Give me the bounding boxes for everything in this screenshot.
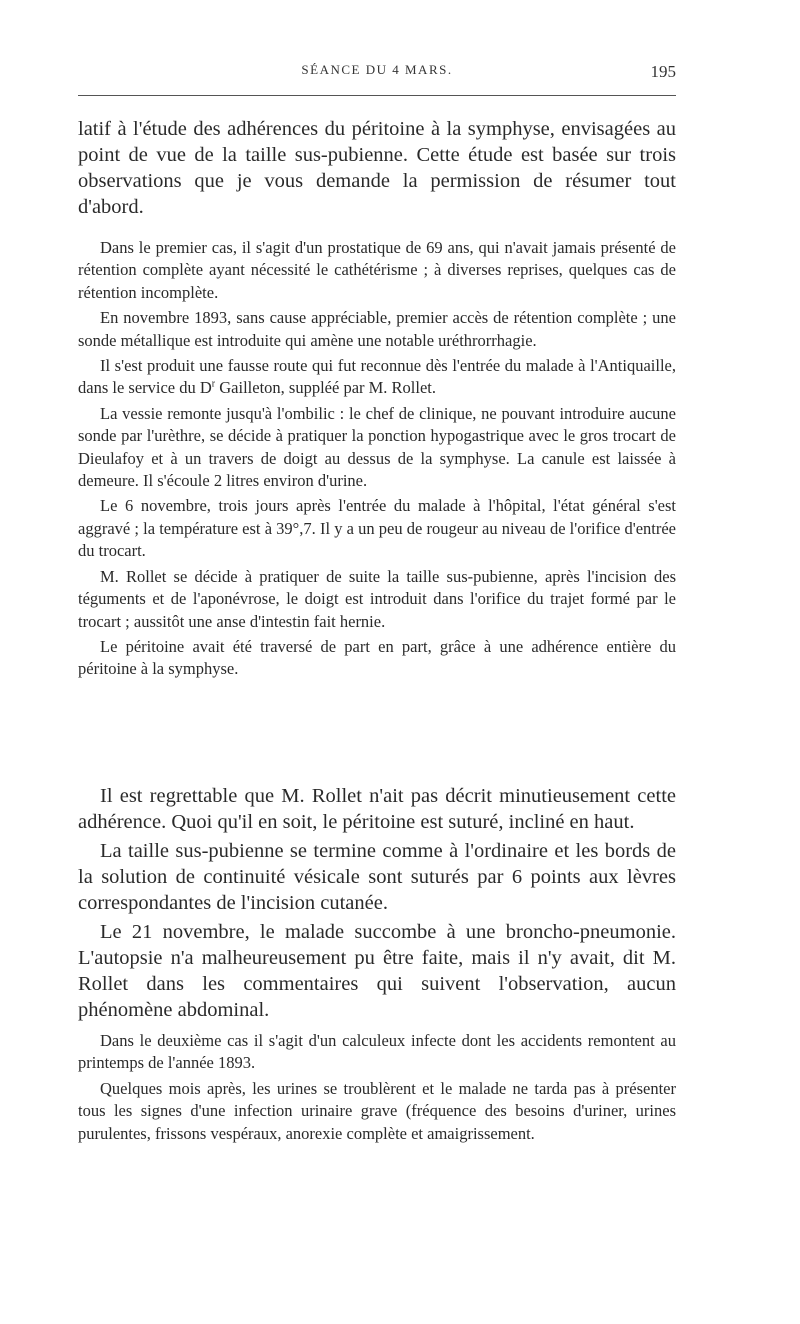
case-two-observation [78, 1030, 676, 1145]
observation-text: Il s'est produit une fausse route qui fut reconnue dès l'entrée du malade à l'Antiquaille, dans le service du D [78, 356, 676, 398]
observation-text: Gailleton, suppléé par M. Rollet. [215, 378, 437, 398]
observation-paragraph [78, 355, 676, 400]
page-header [78, 62, 676, 86]
running-title: SÉANCE DU 4 MARS. [301, 62, 453, 77]
observation-paragraph: Le 6 novembre, trois jours après l'entrée du malade à l'hôpital, l'état général s'est aggravé ; la température est à 39°,7. Il y a un peu de rougeur au niveau de l'orifice d'entrée du trocart. [78, 496, 676, 561]
page-number: 195 [650, 62, 676, 81]
observation-paragraph: Le péritoine avait été traversé de part en part, grâce à une adhérence entière du péritoine à la symphyse. [78, 636, 676, 679]
observation-paragraph: Dans le premier cas, il s'agit d'un prostatique de 69 ans, qui n'avait jamais présenté de rétention complète ayant nécessité le cathétérisme ; à diverses reprises, quelques cas de rétention incomplète. [78, 238, 676, 302]
commentary-block [78, 783, 676, 1023]
commentary-paragraph: La taille sus-pubienne se termine comme à l'ordinaire et les bords de la solution de continuité vésicale sont suturés par 6 points aux lèvres correspondantes de l'incision cutanée. [78, 840, 676, 914]
header-rule [78, 95, 676, 96]
intro-paragraph: latif à l'étude des adhérences du péritoine à la symphyse, envisagées au point de vue de la taille sus-pubienne. Cette étude est basée sur trois observations que je vous demande la permission de résumer tout d'abord. [78, 118, 676, 218]
observation-paragraph: Dans le deuxième cas il s'agit d'un calculeux infecte dont les accidents remontent au printemps de l'année 1893. [78, 1031, 676, 1073]
observation-paragraph: La vessie remonte jusqu'à l'ombilic : le chef de clinique, ne pouvant introduire aucune sonde par l'urèthre, se décide à pratiquer la ponction hypogastrique avec le gros trocart de Dieulafoy et à un travers de doigt au dessus de la symphyse. La canule est laissée à demeure. Il s'écoule 2 litres environ d'urine. [78, 403, 676, 491]
superscript: r [211, 378, 216, 390]
observation-paragraph: M. Rollet se décide à pratiquer de suite la taille sus-pubienne, après l'incision des téguments et de l'aponévrose, le doigt est introduit dans l'orifice du trajet formé par le trocart ; aussitôt une anse d'intestin fait hernie. [78, 566, 676, 631]
observation-paragraph: En novembre 1893, sans cause appréciable, premier accès de rétention complète ; une sonde métallique est introduite qui amène une notable uréthrorrhagie. [78, 308, 676, 350]
observation-paragraph: Quelques mois après, les urines se troublèrent et le malade ne tarda pas à présenter tous les signes d'une infection urinaire grave (fréquence des besoins d'uriner, urines purulentes, frissons vespéraux, anorexie complète et amaigrissement. [78, 1078, 676, 1143]
case-one-observation [78, 237, 676, 681]
commentary-paragraph: Il est regrettable que M. Rollet n'ait pas décrit minutieusement cette adhérence. Quoi qu'il en soit, le péritoine est suturé, incliné en haut. [78, 785, 676, 833]
intro-block [78, 116, 676, 220]
commentary-paragraph: Le 21 novembre, le malade succombe à une broncho-pneumonie. L'autopsie n'a malheureusement pu être faite, mais il n'y avait, dit M. Rollet dans les commentaires qui suivent l'observation, aucun phénomène abdominal. [78, 921, 676, 1021]
